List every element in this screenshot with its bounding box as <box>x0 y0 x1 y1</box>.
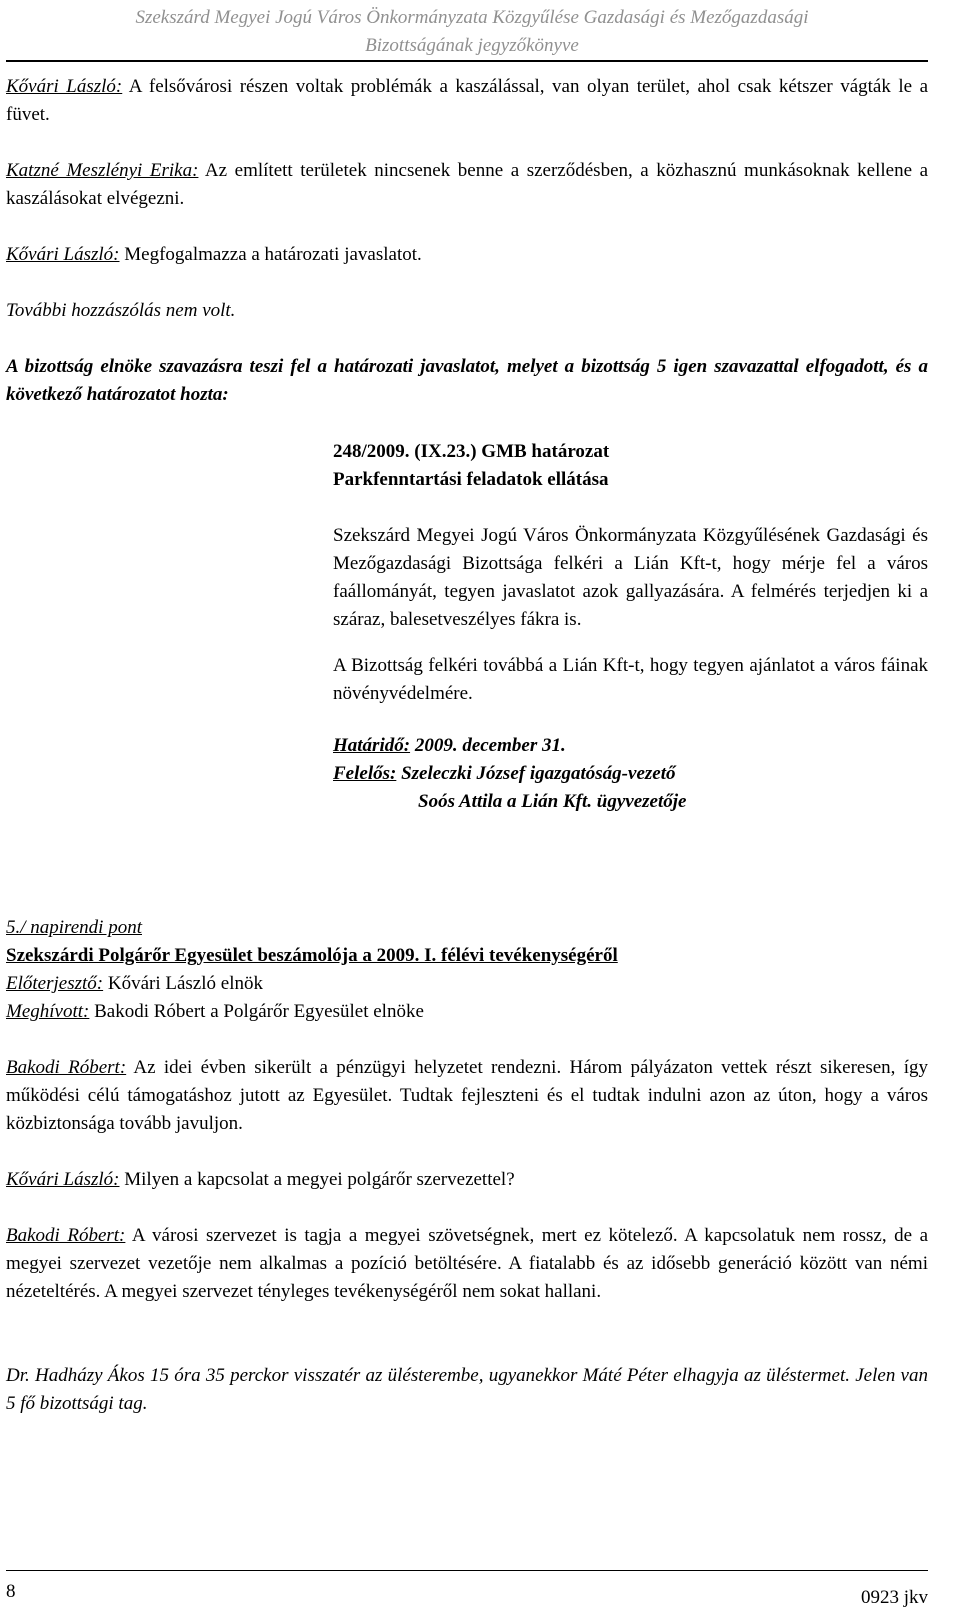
paragraph-bakodi-2 <box>6 1222 928 1306</box>
presenter-name: Kővári László elnök <box>103 973 263 994</box>
speaker-name: Katzné Meszlényi Erika: <box>6 160 199 181</box>
speech-text: Az idei évben sikerült a pénzügyi helyzetet rendezni. Három pályázaton vettek részt sikeresen, így működési célú támogatáshoz jutott az Egyesület. Tudtak fejleszteni és el tudtak indulni azon az úton, hogy a város közbiztonsága tovább javuljon. <box>6 1057 928 1134</box>
speaker-name: Bakodi Róbert: <box>6 1057 127 1078</box>
resolution-title: Parkfenntartási feladatok ellátása <box>333 469 609 490</box>
agenda-number: 5./ napirendi pont <box>6 917 142 938</box>
deadline-label: Határidő: <box>333 735 411 756</box>
header-line-2: Bizottságának jegyzőkönyve <box>365 35 579 56</box>
resolution-number: 248/2009. (IX.23.) GMB határozat <box>333 441 610 462</box>
presenter-label: Előterjesztő: <box>6 973 104 994</box>
speaker-name: Kővári László: <box>6 1169 120 1190</box>
speech-text: A városi szervezet is tagja a megyei szövetségnek, mert ez kötelező. A kapcsolatuk nem rossz, de a megyei szervezet vezetője nem alkalmas a pozíció betöltésére. A fiatalabb és az idősebb generáció között van némi nézeteltérés. A megyei szervezet tényleges tevékenységéről nem sokat hallani. <box>6 1225 928 1302</box>
speech-text: A felsővárosi részen voltak problémák a kaszálással, van olyan terület, ahol csak kétszer vágták le a füvet. <box>6 76 929 125</box>
paragraph-katzne <box>6 157 928 213</box>
document-page <box>6 0 928 1622</box>
paragraph-kovari-1 <box>6 73 928 129</box>
agenda-presenter <box>6 970 928 998</box>
speech-text: Az említett területek nincsenek benne a szerződésben, a közhasznú munkásoknak kellene a kaszálásokat elvégezni. <box>6 160 928 209</box>
page-number: 8 <box>6 1581 16 1602</box>
document-code: 0923 jkv <box>860 1587 928 1608</box>
vote-statement: A bizottság elnöke szavazásra teszi fel a határozati javaslatot, melyet a bizottság 5 igen szavazattal elfogadott, és a következő határozatot hozta: <box>6 356 928 405</box>
no-further-comments: További hozzászólás nem volt. <box>6 300 236 321</box>
speaker-name: Kővári László: <box>6 76 123 97</box>
deadline-value: 2009. december 31. <box>410 735 566 756</box>
resolution-block <box>333 438 928 816</box>
speaker-name: Bakodi Róbert: <box>6 1225 126 1246</box>
responsible-label: Felelős: <box>333 763 397 784</box>
agenda-title: Szekszárdi Polgárőr Egyesület beszámolója a 2009. I. félévi tevékenységéről <box>6 945 618 966</box>
paragraph-bakodi-1 <box>6 1054 928 1138</box>
attendance-note: Dr. Hadházy Ákos 15 óra 35 perckor visszatér az ülésterembe, ugyanekkor Máté Péter elhagyja az üléstermet. Jelen van 5 fő bizottsági tag. <box>6 1365 928 1414</box>
resolution-paragraph-1: Szekszárd Megyei Jogú Város Önkormányzata Közgyűlésének Gazdasági és Mezőgazdasági Bizottsága felkéri a Lián Kft-t, hogy mérje fel a város faállományát, tegyen javaslatot azok gallyazására. A felmérés terjedjen ki a száraz, balesetveszélyes fákra is. <box>333 525 928 630</box>
invited-name: Bakodi Róbert a Polgárőr Egyesület elnöke <box>89 1001 424 1022</box>
header-divider <box>6 60 928 62</box>
invited-label: Meghívott: <box>6 1001 90 1022</box>
resolution-deadline <box>333 732 928 760</box>
speech-text: Megfogalmazza a határozati javaslatot. <box>119 244 422 265</box>
resolution-paragraph-2: A Bizottság felkéri továbbá a Lián Kft-t, hogy tegyen ajánlatot a város fáinak növényvédelmére. <box>333 655 928 704</box>
speech-text: Milyen a kapcsolat a megyei polgárőr szervezettel? <box>119 1169 515 1190</box>
page-header <box>32 4 912 60</box>
agenda-invited <box>6 998 928 1026</box>
footer-divider <box>6 1570 928 1571</box>
responsible-person-1: Szeleczki József igazgatóság-vezető <box>396 763 676 784</box>
paragraph-kovari-3 <box>6 1166 928 1194</box>
resolution-responsible <box>333 760 928 788</box>
header-line-1: Szekszárd Megyei Jogú Város Önkormányzata Közgyűlése Gazdasági és Mezőgazdasági <box>135 7 809 28</box>
speaker-name: Kővári László: <box>6 244 120 265</box>
paragraph-kovari-2 <box>6 241 928 269</box>
responsible-person-2: Soós Attila a Lián Kft. ügyvezetője <box>418 791 687 812</box>
agenda-block <box>6 914 928 1026</box>
